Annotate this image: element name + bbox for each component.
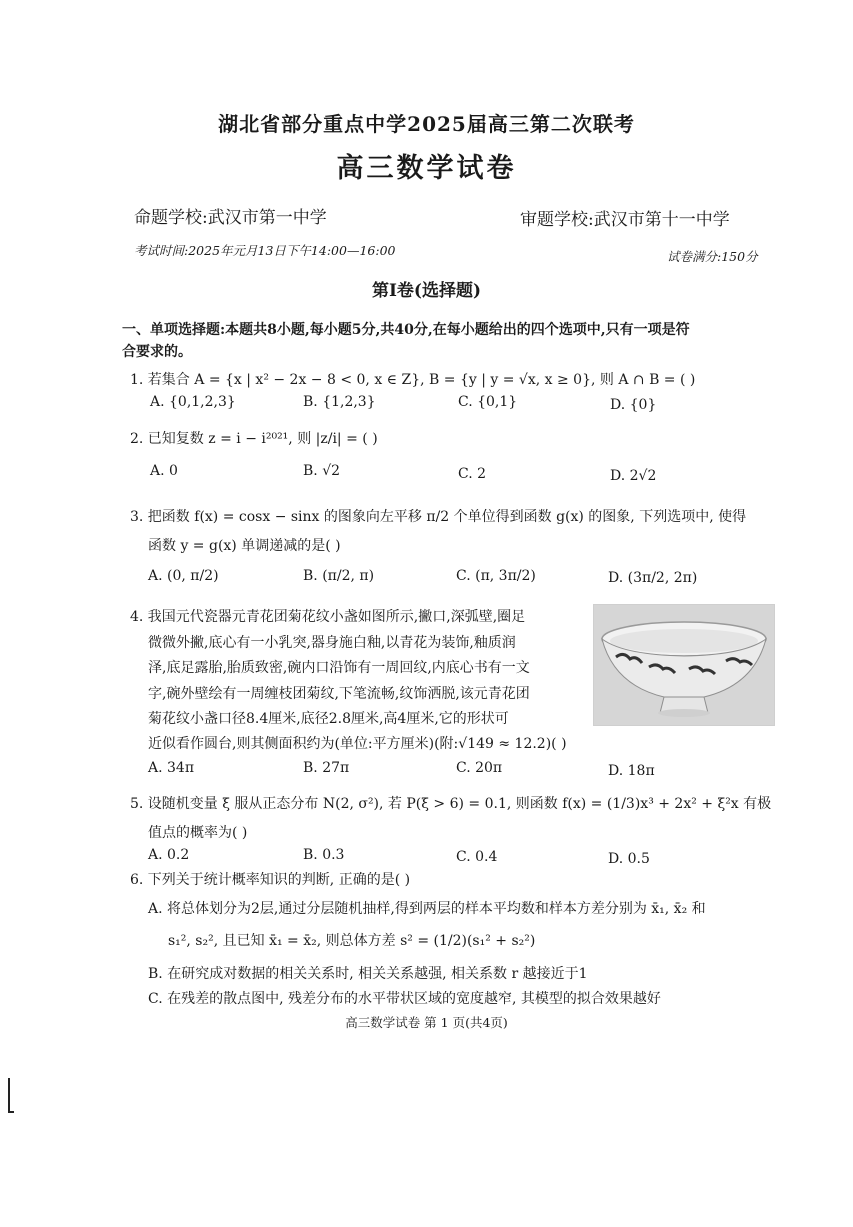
question-5-option-c: C. 0.4 — [456, 849, 498, 865]
question-1-option-c: C. {0,1} — [458, 394, 518, 410]
question-1-option-b: B. {1,2,3} — [303, 394, 376, 410]
question-5-option-d: D. 0.5 — [608, 851, 650, 867]
full-score: 试卷满分:150分 — [667, 249, 758, 264]
corner-crop-mark — [8, 1078, 10, 1113]
question-4-line6: 近似看作圆台,则其侧面积约为(单位:平方厘米)(附:√149 ≈ 12.2)( ) — [148, 736, 567, 752]
exam-time: 考试时间:2025年元月13日下午14:00—16:00 — [134, 243, 396, 258]
question-6-choice-a-line1: A. 将总体划分为2层,通过分层随机抽样,得到两层的样本平均数和样本方差分别为 x̄₁, x̄₂ 和 — [148, 901, 706, 917]
question-5-option-b: B. 0.3 — [303, 847, 345, 863]
question-2-option-a: A. 0 — [150, 463, 178, 479]
question-4-line5: 菊花纹小盏口径8.4厘米,底径2.8厘米,高4厘米,它的形状可 — [148, 711, 509, 727]
question-4-line4: 字,碗外壁绘有一周缠枝团菊纹,下笔流畅,纹饰洒脱,该元青花团 — [148, 686, 530, 702]
question-4-option-d: D. 18π — [608, 763, 655, 779]
bowl-photo — [593, 604, 775, 726]
question-4-line3: 泽,底足露胎,胎质致密,碗内口沿饰有一周回纹,内底心书有一文 — [148, 660, 530, 676]
reviewer-school: 审题学校:武汉市第十一中学 — [520, 210, 730, 230]
question-4-option-b: B. 27π — [303, 760, 350, 776]
question-2-option-d: D. 2√2 — [610, 468, 657, 484]
question-5-option-a: A. 0.2 — [148, 847, 190, 863]
question-2-option-c: C. 2 — [458, 466, 487, 482]
question-4-line1: 4. 我国元代瓷器元青花团菊花纹小盏如图所示,撇口,深弧壁,圈足 — [130, 609, 526, 625]
question-3-option-b: B. (π/2, π) — [303, 568, 375, 584]
question-2-stem: 2. 已知复数 z = i − i²⁰²¹, 则 |z/i| = ( ) — [130, 431, 378, 447]
page-footer: 高三数学试卷 第 1 页(共4页) — [345, 1015, 508, 1030]
section-title: 第Ⅰ卷(选择题) — [371, 281, 482, 301]
section-instruction-line2: 合要求的。 — [122, 344, 192, 360]
section-instruction-line1: 一、单项选择题:本题共8小题,每小题5分,共40分,在每小题给出的四个选项中,只有一项是符 — [122, 322, 690, 338]
question-3-option-c: C. (π, 3π/2) — [456, 568, 536, 584]
question-5-stem-line2: 值点的概率为( ) — [148, 825, 248, 841]
question-3-stem-line2: 函数 y = g(x) 单调递减的是( ) — [148, 538, 341, 554]
question-3-option-a: A. (0, π/2) — [148, 568, 219, 584]
exam-title: 湖北省部分重点中学2025届高三第二次联考 — [218, 112, 635, 136]
question-4-option-c: C. 20π — [456, 760, 503, 776]
question-5-stem-line1: 5. 设随机变量 ξ 服从正态分布 N(2, σ²), 若 P(ξ > 6) = 0.1, 则函数 f(x) = (1/3)x³ + 2x² + ξ²x 有极 — [130, 796, 772, 812]
corner-crop-mark-foot — [8, 1111, 14, 1113]
question-6-choice-c: C. 在残差的散点图中, 残差分布的水平带状区域的宽度越窄, 其模型的拟合效果越好 — [148, 991, 661, 1007]
porcelain-bowl-icon — [594, 605, 774, 725]
question-4-line2: 微微外撇,底心有一小乳突,器身施白釉,以青花为装饰,釉质润 — [148, 635, 516, 651]
question-6-choice-a-line2: s₁², s₂², 且已知 x̄₁ = x̄₂, 则总体方差 s² = (1/2)(s₁² + s₂²) — [168, 933, 536, 949]
question-6-stem: 6. 下列关于统计概率知识的判断, 正确的是( ) — [130, 872, 411, 888]
proposer-school: 命题学校:武汉市第一中学 — [134, 208, 327, 228]
exam-subtitle: 高三数学试卷 — [336, 153, 517, 184]
question-1-option-d: D. {0} — [610, 397, 657, 413]
question-3-option-d: D. (3π/2, 2π) — [608, 570, 698, 586]
question-4-option-a: A. 34π — [148, 760, 195, 776]
question-3-stem-line1: 3. 把函数 f(x) = cosx − sinx 的图象向左平移 π/2 个单位得到函数 g(x) 的图象, 下列选项中, 使得 — [130, 509, 747, 525]
question-1-stem: 1. 若集合 A = {x | x² − 2x − 8 < 0, x ∈ Z}, B = {y | y = √x, x ≥ 0}, 则 A ∩ B = ( ) — [130, 372, 696, 388]
question-1-option-a: A. {0,1,2,3} — [150, 394, 236, 410]
question-6-choice-b: B. 在研究成对数据的相关关系时, 相关关系越强, 相关系数 r 越接近于1 — [148, 966, 588, 982]
question-2-option-b: B. √2 — [303, 463, 341, 479]
